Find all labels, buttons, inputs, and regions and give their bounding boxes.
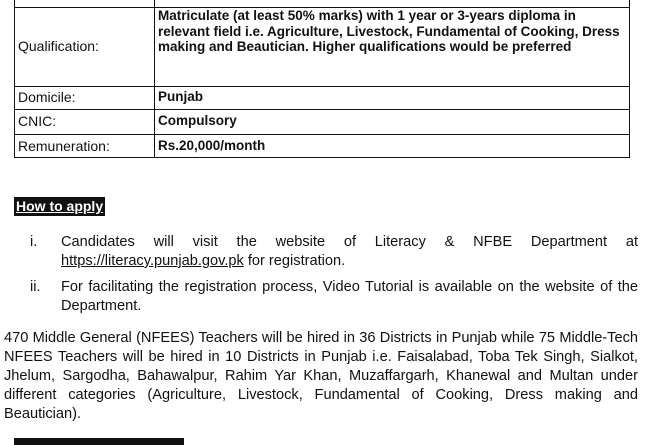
how-to-apply-heading: How to apply [16,198,104,214]
step-number: ii. [30,279,41,295]
list-item [14,233,638,271]
step-number: i. [30,234,38,250]
hiring-paragraph: 470 Middle General (NFEES) Teachers will be hired in 36 Districts in Punjab while 75 Middle-Tech NFEES Teachers will be hired in 10 Districts in Punjab i.e. Faisalabad, Toba Tek Singh, Sialkot, Jhelum, Sargodha, Bahawalpur, Rahim Yar Khan, Muzaffargarh, Khanewal and Multan under different categories (Agriculture, Livestock, Fundamental of Cooking, Dress making and Beautician). [4,330,638,422]
website-link[interactable]: https://literacy.punjab.gov.pk [61,253,244,269]
how-to-apply-steps [14,233,638,323]
table-row-remuneration [15,135,630,158]
step-text: for registration. [243,253,346,269]
qualification-label: Qualification: [15,8,155,87]
step-text: Candidates will visit the website of Literacy & NFBE Department at [61,234,638,250]
table-cell-empty [15,0,155,8]
table-row-domicile [15,87,630,110]
remuneration-label: Remuneration: [15,135,155,158]
table-row-cnic [15,110,630,135]
next-section-heading-cutoff [14,438,184,445]
domicile-label: Domicile: [15,87,155,110]
table-cell-empty [155,0,630,8]
cnic-value: Compulsory [155,110,630,135]
table-row [15,0,630,8]
list-item [14,278,638,316]
table-row-qualification [15,8,630,87]
cnic-label: CNIC: [15,110,155,135]
qualification-value: Matriculate (at least 50% marks) with 1 year or 3-years diploma in relevant field i.e. Agriculture, Livestock, Fundamental of Cooking, Dress making and Beautician. Higher qualifications would be preferred [155,8,630,87]
domicile-value: Punjab [155,87,630,110]
remuneration-value: Rs.20,000/month [155,135,630,158]
step-text: For facilitating the registration process, Video Tutorial is available on the website of the Department. [61,279,638,314]
eligibility-table [14,0,630,158]
